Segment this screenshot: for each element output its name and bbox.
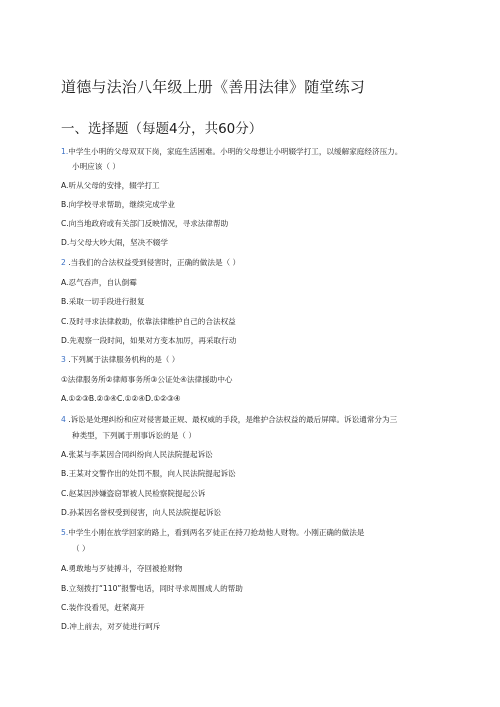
question-5-stem	[61, 528, 364, 538]
option: B.立刻拨打“110”报警电话，同时寻求周围成人的帮助	[61, 584, 243, 593]
question-4-stem	[61, 415, 397, 425]
option: D.孙某因名誉权受到侵害，向人民法院提起诉讼	[61, 508, 222, 517]
option: A.听从父母的安排，辍学打工	[61, 181, 160, 190]
option: D.冲上前去，对歹徒进行呵斥	[61, 622, 161, 631]
section-heading: 一、选择题（每题4分，共60分）	[61, 121, 263, 137]
page-title: 道德与法治八年级上册《善用法律》随堂练习	[61, 78, 366, 96]
option: B.王某对交警作出的处罚不服，向人民法院提起诉讼	[61, 469, 236, 478]
option: B.采取一切手段进行报复	[61, 297, 145, 306]
question-text: 中学生小明的父母双双下岗，家庭生活困难。小明的父母想让小明辍学打工，以缓解家庭经济压力。	[68, 147, 403, 156]
question-1-stem	[61, 147, 402, 157]
question-1-stem-cont: 小明应该（ ）	[72, 162, 120, 171]
question-text: 中学生小刚在放学回家的路上，看到两名歹徒正在持刀抢劫他人财物。小刚正确的做法是	[68, 528, 365, 537]
question-text: .下列属于法律服务机构的是（ ）	[65, 355, 180, 364]
option: C.赵某因涉嫌盗窃罪被人民检察院提起公诉	[61, 489, 206, 498]
question-5-stem-cont: （ ）	[72, 544, 90, 553]
question-number: 4	[61, 415, 66, 424]
option: A.勇敢地与歹徒搏斗，夺回被抢财物	[61, 564, 183, 573]
question-number: 2	[61, 258, 66, 267]
option: C.及时寻求法律救助，依靠法律维护自己的合法权益	[61, 317, 236, 326]
question-text: .诉讼是处理纠纷和应对侵害最正规、最权威的手段，是维护合法权益的最后屏障。诉讼通常分为三	[65, 415, 398, 424]
option: A.①②③B.②③④C.①②④D.①②③④	[61, 394, 181, 403]
question-number: 3	[61, 355, 66, 364]
option: C.装作没看见，赶紧离开	[61, 603, 145, 612]
question-number: 5.	[61, 528, 69, 537]
question-3-items: ①法律服务所②律师事务所③公证处④法律援助中心	[61, 375, 233, 384]
question-text: .当我们的合法权益受到侵害时，正确的做法是（ ）	[65, 258, 241, 267]
option: A.张某与李某因合同纠纷向人民法院提起诉讼	[61, 450, 213, 459]
option: D.先观察一段时间，如果对方变本加厉，再采取行动	[61, 336, 237, 345]
option: A.忍气吞声，自认倒霉	[61, 278, 137, 287]
question-number: 1.	[61, 147, 69, 156]
question-4-stem-cont: 种类型，下列属于刑事诉讼的是（ ）	[72, 431, 196, 440]
option: B.向学校寻求帮助，继续完成学业	[61, 200, 175, 209]
question-3-stem	[61, 355, 179, 365]
option: C.向当地政府或有关部门反映情况，寻求法律帮助	[61, 219, 229, 228]
question-2-stem	[61, 258, 240, 268]
option: D.与父母大吵大闹，坚决不辍学	[61, 238, 168, 247]
